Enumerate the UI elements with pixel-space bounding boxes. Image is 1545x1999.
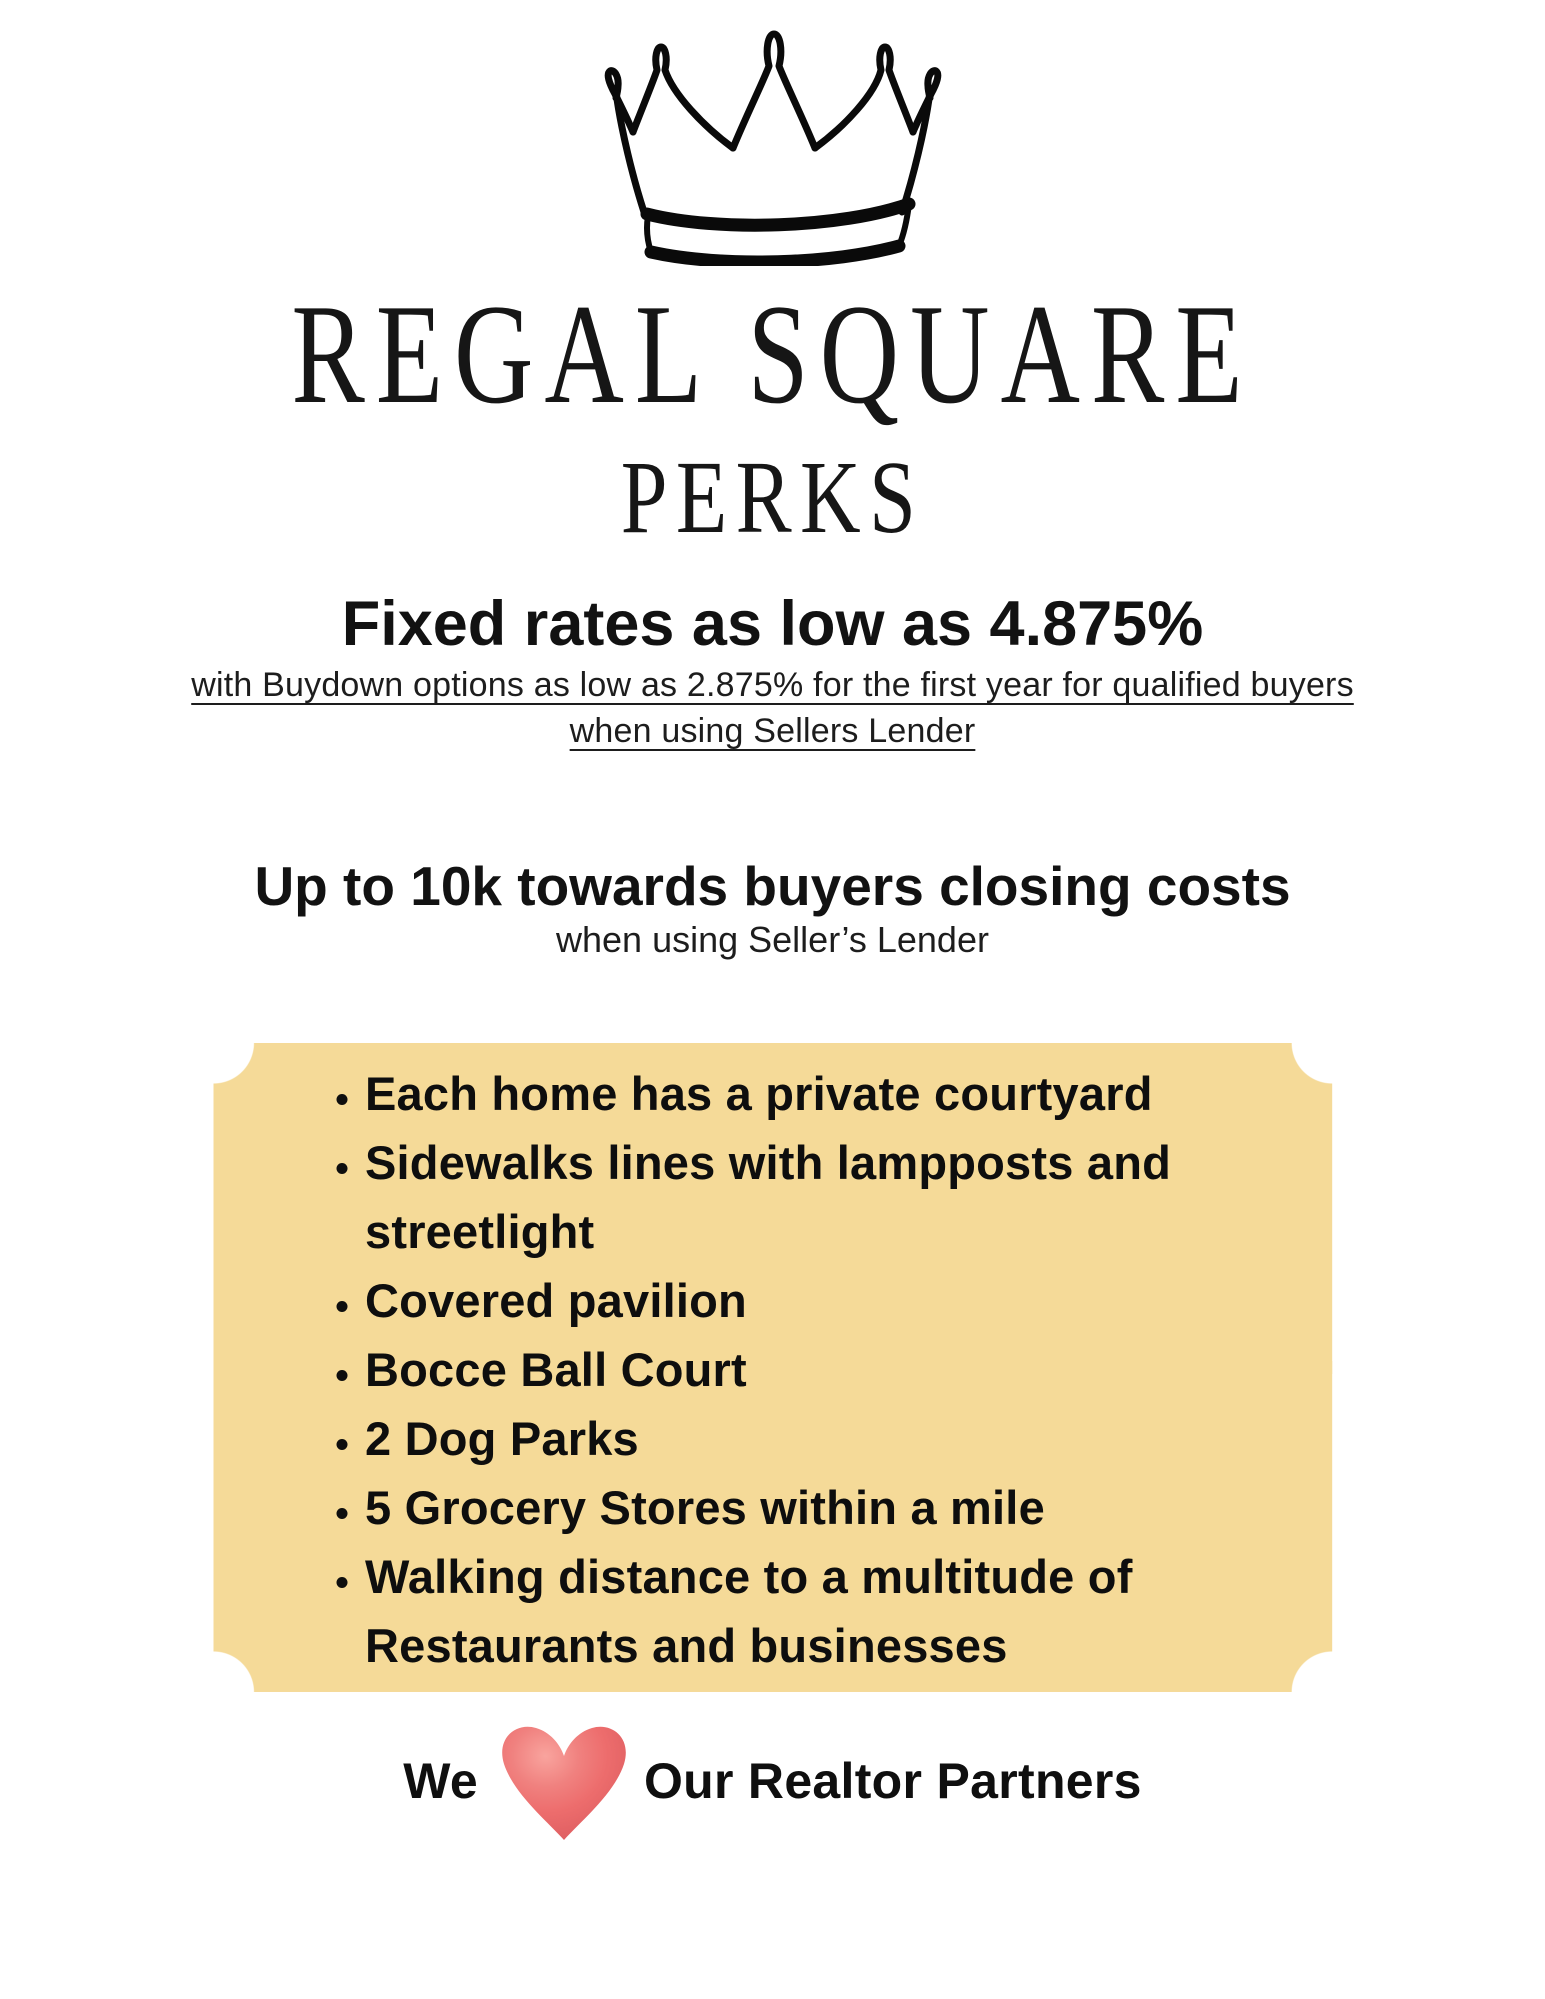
perks-list-item: • Bocce Ball Court [365, 1335, 1302, 1404]
footer-tagline [0, 1712, 1545, 1849]
rates-subtext-line-1: with Buydown options as low as 2.875% for the first year for qualified buyers [191, 666, 1354, 704]
heart-icon [494, 1716, 634, 1849]
perks-list-item: • 5 Grocery Stores within a mile [365, 1473, 1302, 1542]
brand-subtitle-text: PERKS [620, 440, 925, 556]
perks-list-item: • Sidewalks lines with lampposts and streetlight [365, 1128, 1302, 1266]
perks-list-item: • 2 Dog Parks [365, 1404, 1302, 1473]
footer-suffix: Our Realtor Partners [643, 1752, 1142, 1809]
closing-costs-headline: Up to 10k towards buyers closing costs [254, 855, 1291, 917]
perks-list [213, 1043, 1332, 1680]
crown-icon [587, 26, 959, 271]
perks-list-item: • Each home has a private courtyard [365, 1059, 1302, 1128]
closing-costs-subtext: when using Seller’s Lender [556, 919, 989, 960]
perks-highlight-box [213, 1043, 1332, 1692]
rates-subtext [0, 662, 1545, 754]
rates-subtext-line-2: when using Sellers Lender [569, 712, 976, 751]
rates-headline: Fixed rates as low as 4.875% [341, 589, 1204, 659]
brand-title-text: REGAL SQUARE [291, 274, 1254, 434]
brand-title [0, 272, 1545, 434]
perks-list-item: • Walking distance to a multitude of Restaurants and businesses [365, 1542, 1302, 1680]
footer-prefix: We [403, 1752, 478, 1809]
brand-subtitle [0, 438, 1545, 556]
perks-list-item: • Covered pavilion [365, 1266, 1302, 1335]
